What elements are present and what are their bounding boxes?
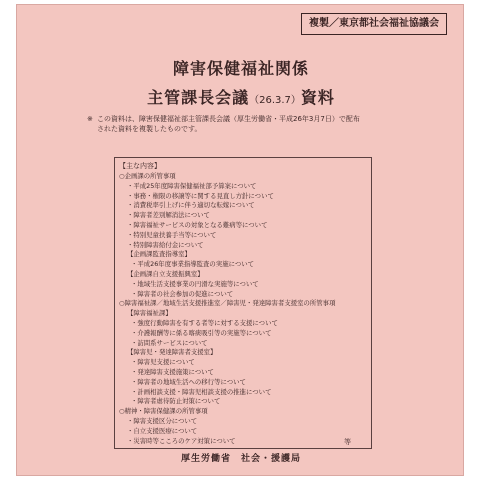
contents-item: ・平成26年度事業指導監査の実施について [131,260,255,269]
contents-item: ・障害者虐待防止対策について [131,397,221,406]
etc-label: 等 [344,438,351,446]
contents-item: ・自立支援医療について [127,426,198,435]
contents-list [119,172,369,446]
contents-item: ・訪問系サービスについて [131,338,208,347]
contents-item: ・強度行動障害を有する者等に対する支援について [131,318,278,327]
note-text: この資料は、障害保健福祉部主管課長会議（厚生労働省・平成26年3月7日）で配布された資料を複製したものです。 [97,115,360,133]
contents-item: ・地域生活支援事業の円滑な実施等について [131,279,259,288]
title-date: （26.3.7） [249,95,301,106]
note [87,114,365,134]
contents-item: ・障害福祉サービスの対象となる難病等について [127,220,268,229]
contents-item: ・平成25年度障害保健福祉部予算案について [127,181,257,190]
contents-item: ・障害者の地域生活への移行等について [131,377,246,386]
contents-item: ・介護報酬等に係る喀痰吸引等の実施等について [131,328,272,337]
title-main: 主管課長会議 [147,88,250,107]
contents-item: ・障害者の社会参加の促進について [131,289,234,298]
contents-item: ○企画課の所管事項 [119,172,176,180]
contents-item: 【障害児・発達障害者支援室】 [127,348,217,357]
contents-item: ・災害時等こころのケア対策について [127,436,236,445]
note-mark: ※ [87,115,93,123]
contents-box [114,157,372,449]
title-line-2 [17,85,465,108]
contents-item: ・障害児支援について [131,358,195,367]
contents-item: 【企画課自立支援振興室】 [127,269,204,278]
contents-item: ・特別児童扶養手当等について [127,230,217,239]
copy-stamp: 複製／東京都社会福祉協議会 [301,13,447,35]
contents-item: ・事務・権限の移譲等に関する見直し方針について [127,191,274,200]
publisher: 厚生労働省 社会・援護局 [180,454,301,464]
title-line-1: 障害保健福祉関係 [172,59,309,78]
book-cover [16,4,464,476]
contents-item: ○精神・障害保健課の所管事項 [119,407,208,416]
contents-item: ・障害者差別解消法について [127,211,210,220]
contents-item: ・計画相談支援・障害児相談支援の推進について [131,387,272,396]
contents-item: 【企画課監査指導室】 [127,250,191,259]
contents-item: ・特別障害給付金について [127,240,204,249]
contents-item: ・消費税率引上げに伴う適切な転嫁について [127,201,255,210]
contents-item: 【障害福祉課】 [127,309,172,318]
contents-item: ○障害福祉課／地域生活支援推進室／障害児・発達障害者支援室の所管事項 [119,299,336,308]
title-suffix: 資料 [300,88,335,107]
contents-item: ・障害支援区分について [127,416,198,425]
contents-item: ・発達障害支援施策について [131,367,214,376]
contents-heading: 【主な内容】 [119,162,161,170]
